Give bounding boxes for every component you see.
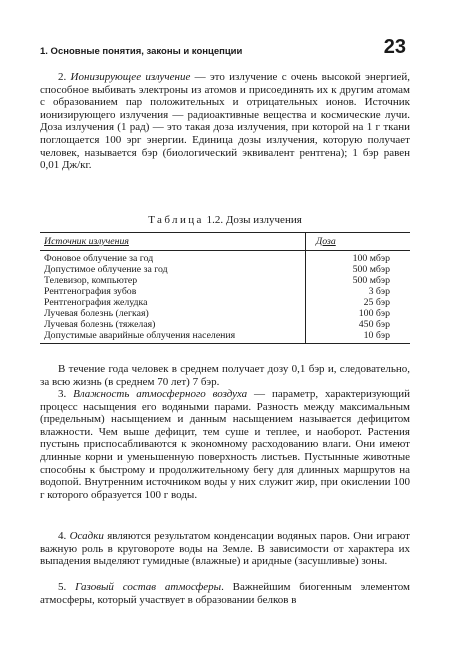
paragraph-number: 5. (58, 581, 67, 593)
term: Осадки (69, 530, 104, 542)
paragraph-body: . Важнейшим биогенным элементом атмосферы, который участвует в образовании белков в (40, 581, 410, 606)
cell-source: Рентгенография желудка (44, 297, 148, 308)
cell-dose: 500 мбэр (306, 264, 411, 275)
cell-source: Лучевая болезнь (тяжелая) (44, 319, 156, 330)
cell-source: Допустимое облучение за год (44, 264, 168, 275)
cell-dose: 500 мбэр (306, 275, 411, 286)
table-row (40, 297, 410, 308)
term: Влажность атмосферного воздуха (73, 388, 248, 400)
running-head: 1. Основные понятия, законы и концепции (40, 46, 243, 57)
column-header-dose: Доза (306, 233, 411, 251)
table-header-row (40, 233, 410, 251)
paragraph-air-humidity (40, 388, 410, 501)
column-header-source: Источник излучения (40, 233, 306, 251)
table-row (40, 319, 410, 330)
table-row (40, 275, 410, 286)
paragraph-body: В течение года человек в среднем получает дозу 0,1 бэр и, следовательно, за всю жизнь (в среднем 70 лет) 7 бэр. (40, 363, 410, 388)
paragraph-body: — параметр, характеризующий процесс насыщения его водяными парами. Разность между максимальным (предельным) насыщением и данным насыщением называется дефицитом влажности. Чем выше дефицит, тем суше и теплее, и наоборот. Растения пустынь приспосабливаются к экономному расходованию влаги. Они имеют длинные корни и уменьшенную поверхность листьев. Пустынные животные способны к быстрому и продолжительному бегу для длинных маршрутов на водопой. Внутренним источником воды у них служит жир, при окислении 100 г которого образуется 100 г воды. (40, 388, 410, 501)
table-row (40, 308, 410, 319)
cell-source: Рентгенография зубов (44, 286, 137, 297)
table-row (40, 286, 410, 297)
table-caption (40, 214, 410, 226)
paragraph-number: 2. (58, 71, 67, 83)
paragraph-gas-composition (40, 581, 410, 606)
paragraph-precipitation (40, 530, 410, 568)
table-caption-lead: Таблица (148, 214, 204, 226)
paragraph-number: 4. (58, 530, 67, 542)
cell-dose: 25 бэр (306, 297, 411, 308)
cell-dose: 100 бэр (306, 308, 411, 319)
cell-source: Лучевая болезнь (легкая) (44, 308, 149, 319)
paragraph-annual-dose (40, 363, 410, 388)
cell-source: Допустимые аварийные облучения населения (40, 330, 306, 344)
cell-dose: 3 бэр (306, 286, 411, 297)
table-row (40, 251, 410, 265)
page-number: 23 (383, 36, 406, 58)
paragraph-number: 3. (58, 388, 67, 400)
paragraph-body: являются результатом конденсации водяных паров. Они играют важную роль в круговороте воды на Земле. В зависимости от характера их выпадения выделяют гумидные (влажные) и аридные (засушливые) зоны. (40, 530, 410, 568)
term: Газовый состав атмосферы (75, 581, 222, 593)
paragraph-ionizing-radiation (40, 71, 410, 172)
term: Ионизирующее излучение (70, 71, 191, 83)
cell-dose: 450 бэр (306, 319, 411, 330)
table-caption-title: 1.2. Дозы излучения (203, 214, 302, 226)
table-row (40, 264, 410, 275)
cell-dose: 10 бэр (306, 330, 411, 344)
cell-source: Фоновое облучение за год (44, 253, 154, 264)
cell-dose: 100 мбэр (306, 251, 411, 265)
cell-source: Телевизор, компьютер (44, 275, 138, 286)
table-row (40, 330, 410, 344)
radiation-dose-table (40, 232, 410, 344)
paragraph-body: — это излучение с очень высокой энергией, способное выбивать электроны из атомов и присоединять их к другим атомам с образованием пар положительных и отрицательных ионов. Источник ионизирующего излучения — радиоактивные вещества и космические лучи. Доза излучения (1 рад) — это такая доза излучения, при которой на 1 г ткани поглощается 100 эрг энергии. Единица дозы излучения, которую получает человек, называется бэр (биологический эквивалент рентгена); 1 бэр равен 0,01 Дж/кг. (40, 71, 411, 172)
